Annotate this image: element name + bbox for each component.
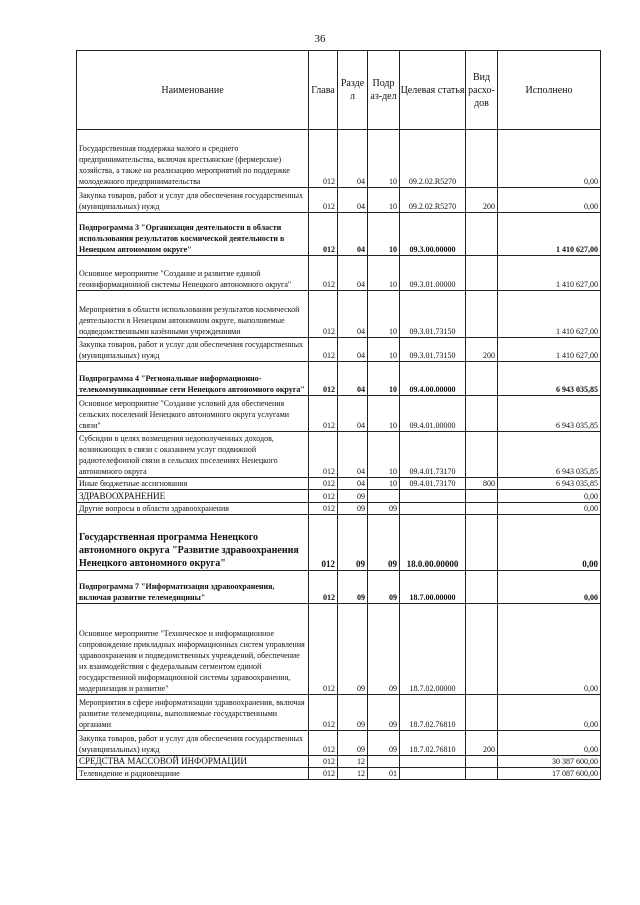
table-header-row [77, 51, 601, 130]
cell-name: Подпрограмма 3 "Организация деятельности в области использования результатов космической деятельности в Ненецком автономном округе" [77, 213, 309, 256]
cell-type [466, 130, 498, 188]
cell-name: Подпрограмма 4 "Региональные информационно-телекоммуникационные сети Ненецкого автономного округа" [77, 362, 309, 396]
cell-chapter: 012 [309, 515, 338, 571]
cell-subsection: 10 [368, 338, 400, 362]
cell-name: Основное мероприятие "Создание и развитие единой геоинформационной системы Ненецкого автономного округа" [77, 256, 309, 291]
cell-type [466, 362, 498, 396]
cell-target: 18.7.02.00000 [400, 604, 466, 695]
cell-name: Основное мероприятие "Создание условий для обеспечения сельских поселений Ненецкого автономного округа услугами связи" [77, 396, 309, 432]
cell-target: 09.4.01.73170 [400, 478, 466, 490]
cell-section: 09 [338, 515, 368, 571]
cell-section: 04 [338, 256, 368, 291]
cell-subsection: 09 [368, 571, 400, 604]
header-name: Наименование [77, 51, 309, 130]
cell-section: 04 [338, 396, 368, 432]
cell-chapter: 012 [309, 432, 338, 478]
cell-amount: 6 943 035,85 [498, 362, 601, 396]
cell-subsection: 10 [368, 478, 400, 490]
cell-subsection: 10 [368, 291, 400, 338]
cell-name: Мероприятия в сфере информатизации здравоохранения, включая развитие телемедицины, выполняемые государственными органами [77, 695, 309, 731]
cell-name: Государственная поддержка малого и среднего предпринимательства, включая крестьянские (фермерские) хозяйства, а также на реализацию мероприятий по поддержке молодежного предпринимательства [77, 130, 309, 188]
cell-subsection: 10 [368, 362, 400, 396]
cell-section: 09 [338, 731, 368, 756]
cell-section: 12 [338, 768, 368, 780]
cell-target [400, 768, 466, 780]
cell-name: Закупка товаров, работ и услуг для обеспечения государственных (муниципальных) нужд [77, 188, 309, 213]
header-executed: Исполнено [498, 51, 601, 130]
cell-name: Закупка товаров, работ и услуг для обеспечения государственных (муниципальных) нужд [77, 338, 309, 362]
cell-subsection: 09 [368, 604, 400, 695]
header-subsection: Подр аз-дел [368, 51, 400, 130]
cell-chapter: 012 [309, 478, 338, 490]
cell-subsection: 09 [368, 503, 400, 515]
cell-section: 09 [338, 503, 368, 515]
table-row [77, 515, 601, 571]
header-section: Разде л [338, 51, 368, 130]
cell-section: 09 [338, 571, 368, 604]
cell-name: Иные бюджетные ассигнования [77, 478, 309, 490]
table-row [77, 188, 601, 213]
table-row [77, 130, 601, 188]
cell-section: 04 [338, 478, 368, 490]
cell-type [466, 604, 498, 695]
cell-section: 04 [338, 130, 368, 188]
cell-amount: 0,00 [498, 695, 601, 731]
cell-section: 04 [338, 213, 368, 256]
cell-target [400, 503, 466, 515]
cell-amount: 0,00 [498, 515, 601, 571]
cell-amount: 0,00 [498, 503, 601, 515]
table-row [77, 432, 601, 478]
cell-target: 18.7.02.76810 [400, 731, 466, 756]
cell-type [466, 432, 498, 478]
cell-type: 200 [466, 731, 498, 756]
cell-name: Другие вопросы в области здравоохранения [77, 503, 309, 515]
cell-amount: 6 943 035,85 [498, 396, 601, 432]
cell-chapter: 012 [309, 396, 338, 432]
table-row [77, 338, 601, 362]
table-row [77, 490, 601, 503]
table-row [77, 756, 601, 768]
cell-target [400, 490, 466, 503]
table-row [77, 291, 601, 338]
cell-chapter: 012 [309, 503, 338, 515]
cell-section: 09 [338, 490, 368, 503]
cell-chapter: 012 [309, 490, 338, 503]
cell-amount: 0,00 [498, 188, 601, 213]
cell-section: 04 [338, 291, 368, 338]
page-number: 36 [314, 33, 326, 45]
cell-name: Субсидии в целях возмещения недополученных доходов, возникающих в связи с оказанием услуг подвижной радиотелефонной связи в сельских поселениях Ненецкого автономного округа [77, 432, 309, 478]
table-row [77, 256, 601, 291]
cell-target: 09.3.00.00000 [400, 213, 466, 256]
table-row [77, 362, 601, 396]
cell-section: 09 [338, 695, 368, 731]
cell-type: 800 [466, 478, 498, 490]
cell-type [466, 756, 498, 768]
cell-subsection: 10 [368, 432, 400, 478]
cell-name: Государственная программа Ненецкого автономного округа "Развитие здравоохранения Ненецкого автономного округа" [77, 515, 309, 571]
cell-type [466, 213, 498, 256]
cell-type [466, 515, 498, 571]
cell-subsection: 01 [368, 768, 400, 780]
cell-target: 18.0.00.00000 [400, 515, 466, 571]
cell-name: Телевидение и радиовещание [77, 768, 309, 780]
cell-section: 04 [338, 188, 368, 213]
cell-section: 04 [338, 362, 368, 396]
cell-amount: 0,00 [498, 130, 601, 188]
budget-table [76, 50, 601, 780]
cell-section: 09 [338, 604, 368, 695]
cell-subsection: 09 [368, 731, 400, 756]
cell-name: СРЕДСТВА МАССОВОЙ ИНФОРМАЦИИ [77, 756, 309, 768]
cell-chapter: 012 [309, 571, 338, 604]
table-row [77, 768, 601, 780]
cell-amount: 0,00 [498, 731, 601, 756]
cell-subsection: 10 [368, 256, 400, 291]
cell-amount: 1 410 627,00 [498, 213, 601, 256]
table-row [77, 213, 601, 256]
cell-target: 09.4.00.00000 [400, 362, 466, 396]
cell-section: 04 [338, 338, 368, 362]
table-row [77, 604, 601, 695]
table-row [77, 478, 601, 490]
header-target: Целевая статья [400, 51, 466, 130]
cell-target: 09.4.01.00000 [400, 396, 466, 432]
cell-target: 09.2.02.R5270 [400, 188, 466, 213]
cell-target: 09.2.02.R5270 [400, 130, 466, 188]
cell-subsection: 10 [368, 130, 400, 188]
header-chapter: Глава [309, 51, 338, 130]
cell-target: 18.7.02.76810 [400, 695, 466, 731]
cell-amount: 0,00 [498, 604, 601, 695]
cell-target: 09.3.01.73150 [400, 291, 466, 338]
cell-subsection [368, 756, 400, 768]
cell-amount: 17 087 600,00 [498, 768, 601, 780]
cell-amount: 1 410 627,00 [498, 256, 601, 291]
cell-amount: 1 410 627,00 [498, 338, 601, 362]
cell-type [466, 256, 498, 291]
table-row [77, 695, 601, 731]
cell-subsection: 10 [368, 188, 400, 213]
cell-type [466, 503, 498, 515]
cell-amount: 6 943 035,85 [498, 478, 601, 490]
cell-chapter: 012 [309, 213, 338, 256]
table-row [77, 396, 601, 432]
cell-subsection: 09 [368, 515, 400, 571]
cell-section: 04 [338, 432, 368, 478]
cell-target: 09.3.01.73150 [400, 338, 466, 362]
cell-target: 18.7.00.00000 [400, 571, 466, 604]
cell-chapter: 012 [309, 362, 338, 396]
cell-amount: 1 410 627,00 [498, 291, 601, 338]
cell-target [400, 756, 466, 768]
cell-chapter: 012 [309, 291, 338, 338]
cell-type [466, 396, 498, 432]
table-row [77, 571, 601, 604]
cell-type: 200 [466, 188, 498, 213]
cell-subsection: 10 [368, 396, 400, 432]
cell-chapter: 012 [309, 338, 338, 362]
cell-amount: 0,00 [498, 571, 601, 604]
cell-section: 12 [338, 756, 368, 768]
cell-chapter: 012 [309, 604, 338, 695]
cell-chapter: 012 [309, 768, 338, 780]
cell-type [466, 571, 498, 604]
cell-name: Подпрограмма 7 "Информатизация здравоохранения, включая развитие телемедицины" [77, 571, 309, 604]
cell-chapter: 012 [309, 188, 338, 213]
cell-chapter: 012 [309, 256, 338, 291]
cell-name: Мероприятия в области использования результатов космической деятельности в Ненецком автономном округе, выполняемые подведомственными казёнными учреждениями [77, 291, 309, 338]
cell-chapter: 012 [309, 756, 338, 768]
table-row [77, 503, 601, 515]
cell-type [466, 291, 498, 338]
cell-name: ЗДРАВООХРАНЕНИЕ [77, 490, 309, 503]
cell-amount: 30 387 600,00 [498, 756, 601, 768]
table-row [77, 731, 601, 756]
cell-type: 200 [466, 338, 498, 362]
cell-chapter: 012 [309, 731, 338, 756]
cell-type [466, 695, 498, 731]
cell-subsection: 10 [368, 213, 400, 256]
cell-type [466, 768, 498, 780]
cell-chapter: 012 [309, 130, 338, 188]
cell-amount: 0,00 [498, 490, 601, 503]
cell-name: Закупка товаров, работ и услуг для обеспечения государственных (муниципальных) нужд [77, 731, 309, 756]
header-expense-type: Вид расхо- дов [466, 51, 498, 130]
cell-target: 09.4.01.73170 [400, 432, 466, 478]
cell-amount: 6 943 035,85 [498, 432, 601, 478]
cell-subsection [368, 490, 400, 503]
cell-name: Основное мероприятие "Техническое и информационное сопровождение прикладных информационных систем управления здравоохранения и подведомственных учреждений, обеспечение их взаимодействия с федеральным сегментом единой государственной информационной системы здравоохранения, модернизация и развитие" [77, 604, 309, 695]
cell-target: 09.3.01.00000 [400, 256, 466, 291]
cell-chapter: 012 [309, 695, 338, 731]
cell-subsection: 09 [368, 695, 400, 731]
cell-type [466, 490, 498, 503]
